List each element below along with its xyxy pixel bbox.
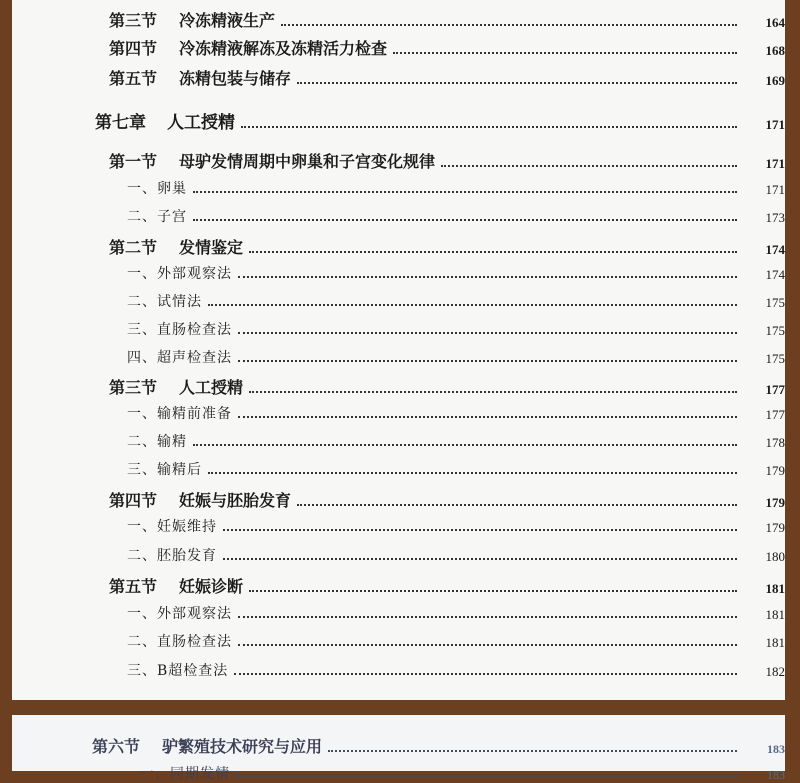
toc-entry-label — [12, 459, 202, 479]
dot-leader — [234, 673, 737, 675]
page-number: 174 — [765, 242, 785, 257]
toc-entry-section — [12, 734, 785, 757]
page-number: 175 — [765, 323, 785, 338]
page-number: 174 — [765, 267, 785, 282]
toc-entry-label — [12, 108, 235, 133]
toc-entry-item — [12, 763, 785, 783]
toc-entry-title: 三、直肠检查法 — [127, 322, 232, 338]
toc-entry-item — [12, 347, 785, 367]
page-number: 178 — [765, 435, 785, 450]
toc-entry-title: 母驴发情周期中卵巢和子宫变化规律 — [179, 152, 436, 171]
toc-entry-title: 人工授精 — [179, 378, 244, 397]
page-number: 168 — [765, 43, 785, 58]
toc-entry-item — [12, 206, 785, 226]
section-number: 第一节 — [109, 152, 158, 171]
dot-leader — [238, 276, 737, 278]
dot-leader — [249, 251, 737, 253]
page-number: 171 — [765, 156, 785, 171]
toc-entry-label — [12, 291, 202, 311]
toc-entry-label — [12, 734, 322, 757]
toc-entry-label — [12, 631, 232, 651]
toc-entry-title: 一、妊娠维持 — [127, 519, 217, 535]
page-number: 180 — [765, 549, 785, 564]
toc-entry-label — [12, 36, 387, 59]
toc-entry-title: 冷冻精液生产 — [179, 11, 276, 30]
section-number: 第三节 — [109, 11, 158, 30]
toc-entry-item — [12, 403, 785, 423]
page-number: 173 — [765, 210, 785, 225]
toc-entry-title: 三、B超检查法 — [127, 663, 229, 679]
toc-entry-item — [12, 178, 785, 198]
toc-entry-label — [12, 545, 217, 565]
dot-leader — [241, 126, 737, 128]
toc-entry-label — [12, 178, 187, 198]
toc-entry-label — [12, 206, 187, 226]
dot-leader — [193, 219, 737, 221]
toc-entry-title: 一、外部观察法 — [127, 266, 232, 282]
toc-entry-label — [12, 431, 187, 451]
dot-leader — [193, 444, 737, 446]
dot-leader — [281, 24, 737, 26]
page-number: 175 — [765, 295, 785, 310]
toc-entry-title: 一、输精前准备 — [127, 406, 232, 422]
dot-leader — [441, 165, 737, 167]
page-number: 177 — [765, 407, 785, 422]
dot-leader — [393, 52, 737, 54]
dot-leader — [238, 644, 737, 646]
dot-leader — [238, 360, 737, 362]
toc-entry-label — [12, 403, 232, 423]
toc-entry-label — [12, 347, 232, 367]
toc-entry-section — [12, 149, 785, 172]
toc-entry-section — [12, 488, 785, 511]
toc-entry-title: 二、胚胎发育 — [127, 548, 217, 564]
page-number: 183 — [767, 768, 785, 782]
toc-entry-item — [12, 545, 785, 565]
toc-entry-label — [12, 603, 232, 623]
toc-entry-title: 四、超声检查法 — [127, 350, 232, 366]
dot-leader — [328, 750, 737, 752]
dot-leader — [223, 558, 737, 560]
toc-entry-label — [12, 574, 243, 597]
toc-entry-item — [12, 631, 785, 651]
dot-leader — [297, 504, 737, 506]
dot-leader — [238, 416, 737, 418]
toc-entry-title: 二、输精 — [127, 434, 187, 450]
toc-entry-label — [12, 516, 217, 536]
toc-entry-title: 二、子宫 — [127, 209, 187, 225]
page-number: 175 — [765, 351, 785, 366]
toc-entry-item — [12, 263, 785, 283]
toc-entry-label — [12, 763, 230, 783]
toc-entry-title: 发情鉴定 — [179, 238, 244, 257]
page-number: 164 — [765, 15, 785, 30]
toc-entry-item — [12, 291, 785, 311]
page-number: 179 — [765, 495, 785, 510]
toc-entry-item — [12, 431, 785, 451]
toc-entry-title: 冻精包装与储存 — [179, 69, 292, 88]
toc-entry-label — [12, 235, 243, 258]
toc-entry-item — [12, 319, 785, 339]
page-number: 179 — [765, 463, 785, 478]
toc-entry-title: 一、卵巢 — [127, 181, 187, 197]
toc-entry-item — [12, 459, 785, 479]
page-number: 181 — [765, 635, 785, 650]
toc-entry-label — [12, 375, 243, 398]
page-number: 171 — [765, 117, 785, 132]
toc-entry-title: 二、试情法 — [127, 294, 202, 310]
dot-leader — [249, 590, 737, 592]
page-number: 181 — [765, 581, 785, 596]
section-number: 第六节 — [92, 737, 141, 756]
toc-page-lower — [12, 715, 785, 782]
dot-leader — [238, 332, 737, 334]
toc-entry-section — [12, 235, 785, 258]
section-number: 第四节 — [109, 491, 158, 510]
dot-leader — [193, 191, 737, 193]
page-number: 183 — [767, 742, 785, 756]
toc-entry-label — [12, 263, 232, 283]
toc-entry-chapter — [12, 108, 785, 133]
toc-page-upper — [12, 0, 785, 700]
dot-leader — [236, 776, 737, 778]
toc-entry-label — [12, 66, 291, 89]
dot-leader — [208, 304, 737, 306]
page-number: 181 — [765, 607, 785, 622]
toc-entry-title: 妊娠与胚胎发育 — [179, 491, 292, 510]
toc-entry-item — [12, 603, 785, 623]
dot-leader — [297, 82, 737, 84]
toc-entry-section — [12, 574, 785, 597]
toc-entry-label — [12, 660, 228, 680]
toc-entry-label — [12, 8, 275, 31]
toc-entry-title: 一、外部观察法 — [127, 606, 232, 622]
toc-entry-section — [12, 66, 785, 89]
section-number: 第五节 — [109, 577, 158, 596]
toc-entry-title: 二、直肠检查法 — [127, 634, 232, 650]
dot-leader — [238, 616, 737, 618]
section-number: 第二节 — [109, 238, 158, 257]
page-number: 182 — [765, 664, 785, 679]
toc-entry-item — [12, 516, 785, 536]
toc-entry-title: 一、同期发情 — [140, 766, 230, 782]
toc-entry-item — [12, 660, 785, 680]
toc-entry-section — [12, 375, 785, 398]
toc-entry-title: 三、输精后 — [127, 462, 202, 478]
dot-leader — [208, 472, 737, 474]
toc-entry-title: 冷冻精液解冻及冻精活力检查 — [179, 39, 388, 58]
page-number: 171 — [765, 182, 785, 197]
dot-leader — [223, 529, 737, 531]
section-number: 第三节 — [109, 378, 158, 397]
page-number: 169 — [765, 73, 785, 88]
toc-entry-title: 驴繁殖技术研究与应用 — [162, 737, 323, 756]
toc-entry-title: 妊娠诊断 — [179, 577, 244, 596]
toc-entry-label — [12, 488, 291, 511]
dot-leader — [249, 391, 737, 393]
page-number: 177 — [765, 382, 785, 397]
toc-entry-label — [12, 319, 232, 339]
toc-entry-title: 人工授精 — [167, 113, 235, 133]
chapter-number: 第七章 — [95, 113, 146, 133]
page-number: 179 — [765, 520, 785, 535]
section-number: 第四节 — [109, 39, 158, 58]
toc-entry-section — [12, 36, 785, 59]
toc-entry-section — [12, 8, 785, 31]
section-number: 第五节 — [109, 69, 158, 88]
toc-entry-label — [12, 149, 435, 172]
